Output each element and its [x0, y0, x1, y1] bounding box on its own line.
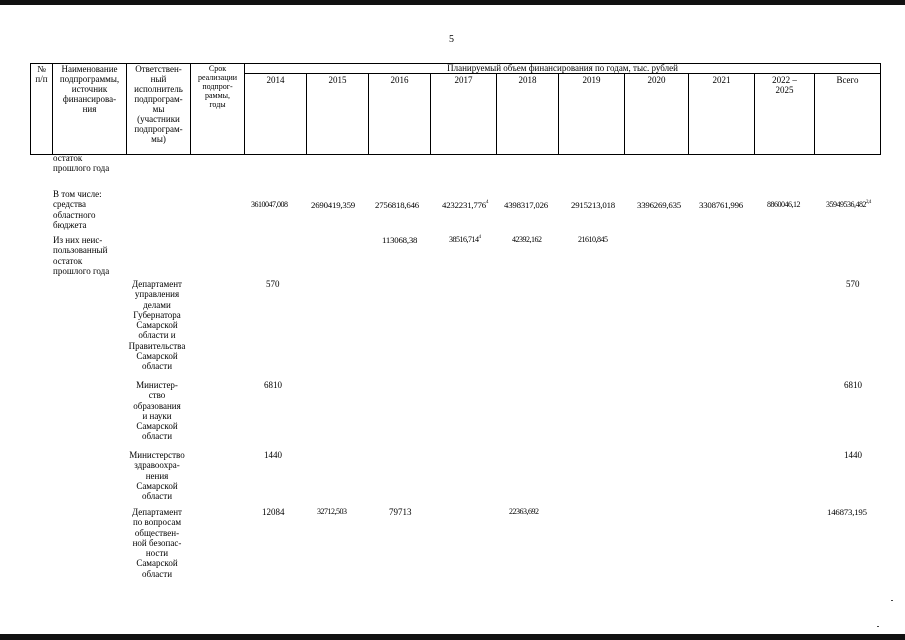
regional-2018: 4398317,026	[504, 200, 548, 210]
dept-governor-affairs: Департамент управления делами Губернатора Самарской области и Правительства Самарской области	[128, 279, 186, 372]
scan-speck	[891, 600, 893, 601]
regional-2016: 2756818,646	[375, 200, 419, 210]
header-year-2015: 2015	[307, 74, 369, 155]
dept-governor-2014: 570	[266, 279, 280, 289]
dept-health-total: 1440	[844, 450, 862, 460]
regional-2014: 3610047,008	[251, 200, 288, 209]
header-year-2014: 2014	[245, 74, 307, 155]
header-year-2019: 2019	[559, 74, 625, 155]
dept-public-security: Департамент по вопросам обществен- ной безопас- ности Самарской области	[132, 507, 182, 579]
dept-health: Министерство здравоохра- нения Самарской области	[129, 450, 185, 502]
table-header	[30, 63, 881, 155]
header-year-2017: 2017	[431, 74, 497, 155]
dept-security-2014: 12084	[262, 507, 285, 517]
regional-2021: 3308761,996	[699, 200, 743, 210]
dept-governor-total: 570	[846, 279, 860, 289]
header-year-2018: 2018	[497, 74, 559, 155]
header-year-2022-2025: 2022 – 2025	[755, 74, 815, 155]
header-total: Всего	[815, 74, 881, 155]
unused-2019: 21610,845	[578, 235, 608, 244]
unused-2017: 38516,714$^4$	[449, 235, 481, 244]
dept-education-2014: 6810	[264, 380, 282, 390]
dept-education: Министер- ство образования и науки Самарской области	[133, 380, 181, 442]
header-year-2016: 2016	[369, 74, 431, 155]
remnant-label: остаток прошлого года	[53, 153, 110, 174]
dept-security-2018: 22363,692	[509, 507, 539, 516]
regional-budget-label: В том числе: средства областного бюджета	[53, 189, 102, 230]
regional-2022-2025: 8860046,12	[767, 200, 800, 209]
unused-remnant-label: Из них неис- пользованный остаток прошлого года	[53, 235, 110, 276]
top-border	[0, 0, 905, 5]
header-term: Срок реализации подпрог- раммы, годы	[191, 64, 245, 155]
dept-security-2015: 32712,503	[317, 507, 347, 516]
regional-2015: 2690419,359	[311, 200, 355, 210]
header-num: № п/п	[31, 64, 53, 155]
header-year-2020: 2020	[625, 74, 689, 155]
unused-2018: 42392,162	[512, 235, 542, 244]
dept-education-total: 6810	[844, 380, 862, 390]
header-name: Наименование подпрограммы, источник финансирова- ния	[53, 64, 127, 155]
regional-total: 35949536,482$^{2,4}$	[826, 200, 871, 209]
header-year-2021: 2021	[689, 74, 755, 155]
regional-2017: 4232231,776$^4$	[442, 200, 489, 210]
dept-security-total: 146873,195	[827, 507, 867, 517]
dept-health-2014: 1440	[264, 450, 282, 460]
bottom-border	[0, 634, 905, 640]
header-executor: Ответствен- ный исполнитель подпрограм- мы (участники подпрограм- мы)	[127, 64, 191, 155]
regional-2019: 2915213,018	[571, 200, 615, 210]
scan-speck	[877, 626, 879, 627]
header-plan-title: Планируемый объем финансирования по годам, тыс. рублей	[245, 64, 881, 74]
dept-security-2016: 79713	[389, 507, 412, 517]
unused-2016: 113068,38	[382, 235, 418, 245]
page-number: 5	[449, 34, 454, 45]
regional-2020: 3396269,635	[637, 200, 681, 210]
